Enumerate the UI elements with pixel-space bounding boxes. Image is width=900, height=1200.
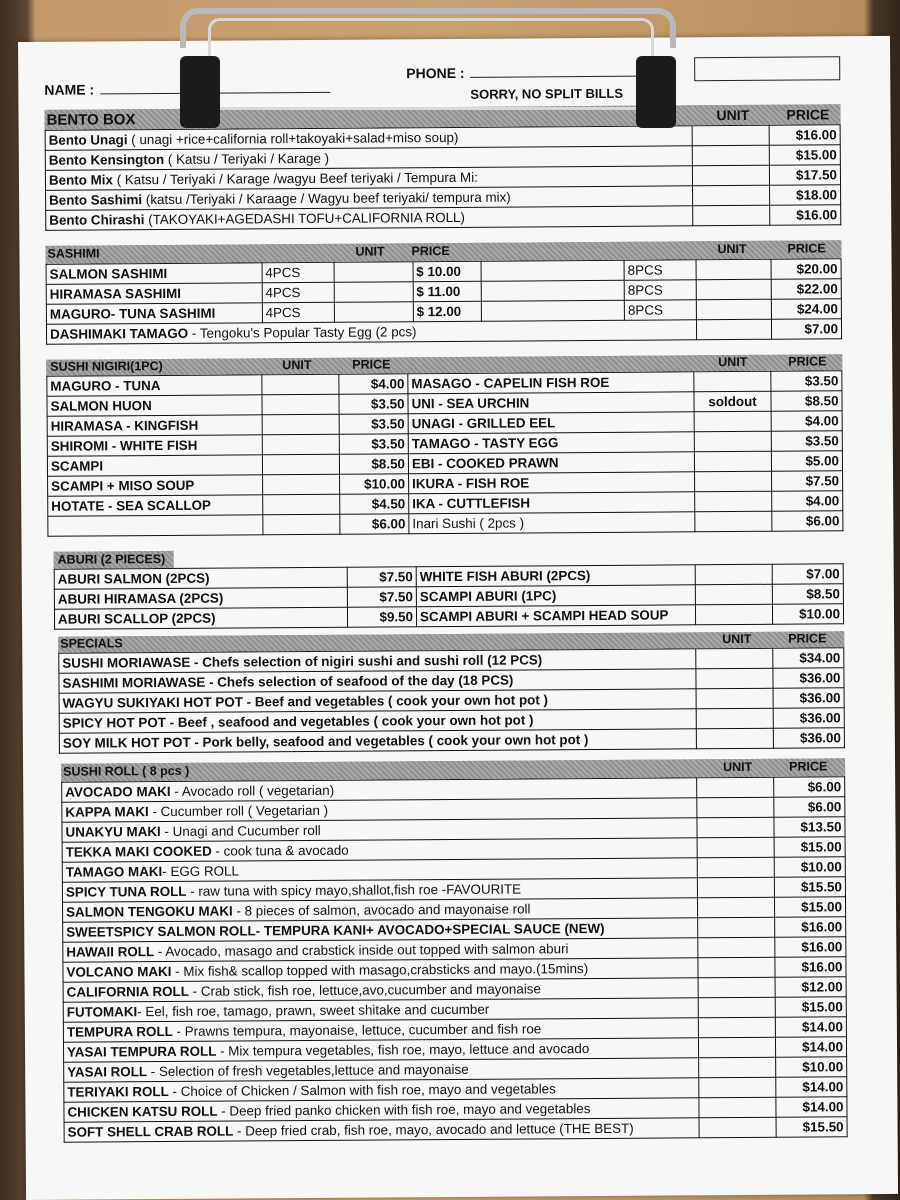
price-cell: $7.50: [772, 471, 843, 491]
item-description: - EGG ROLL: [162, 863, 239, 880]
unit-cell[interactable]: [693, 185, 770, 206]
item-title: FUTOMAKI: [66, 1004, 138, 1020]
order-number-box[interactable]: [694, 56, 840, 81]
item-description: - Choice of Chicken / Salmon with fish roe, mayo and vegetables: [168, 1081, 556, 1099]
price-cell: $3.50: [771, 431, 842, 451]
unit-cell[interactable]: [693, 205, 770, 226]
price-cell: $15.00: [775, 997, 846, 1017]
price-cell: $7.50: [347, 587, 416, 607]
item-name: IKA - CUTTLEFISH: [409, 492, 695, 514]
phone-label: PHONE :: [406, 64, 465, 82]
unit-heading: UNIT: [723, 759, 753, 775]
unit-cell[interactable]: [334, 262, 413, 283]
unit-cell[interactable]: [695, 584, 772, 605]
clipboard-clip: [180, 8, 676, 126]
price-cell: $14.00: [776, 1097, 847, 1117]
qty-cell: 8PCS: [624, 300, 696, 321]
item-title: YASAI TEMPURA ROLL: [67, 1043, 217, 1060]
section-title: SPECIALS: [60, 636, 123, 651]
unit-cell[interactable]: [694, 451, 771, 472]
price-cell: $16.00: [775, 937, 846, 957]
price-cell: $16.00: [775, 957, 846, 977]
price-cell: $14.00: [776, 1077, 847, 1097]
price-cell: $6.00: [340, 514, 409, 534]
aburi-table: [54, 563, 844, 630]
unit-cell[interactable]: [696, 668, 773, 689]
item-name: EBI - COOKED PRAWN: [408, 452, 694, 474]
price-cell: $16.00: [775, 917, 846, 937]
unit-cell[interactable]: [262, 414, 339, 435]
qty-cell: 8PCS: [624, 260, 696, 281]
unit-cell[interactable]: [696, 279, 771, 300]
item-name: SCAMPI ABURI + SCAMPI HEAD SOUP: [416, 605, 695, 627]
item-name: [64, 1118, 699, 1142]
item-name: HIRAMASA - KINGFISH: [47, 415, 262, 437]
menu-row: [54, 604, 843, 630]
spacer-cell: [481, 300, 624, 321]
item-description: - Prawns tempura, mayonaise, lettuce, cucumber and fish roe: [172, 1021, 542, 1039]
price-cell: $3.50: [771, 371, 842, 391]
item-description: - Mix tempura vegetables, fish roe, mayo, lettuce and avocado: [216, 1041, 590, 1059]
unit-cell[interactable]: [699, 1077, 776, 1098]
specials-section: [58, 631, 845, 753]
item-name: ABURI SALMON (2PCS): [54, 567, 347, 589]
price-cell: $3.50: [339, 394, 408, 414]
item-title: Bento Chirashi: [49, 212, 145, 228]
section-title: BENTO BOX: [46, 111, 136, 129]
item-title: SWEETSPICY SALMON ROLL- TEMPURA KANI+ AVOCADO+SPECIAL SAUCE (NEW): [66, 920, 605, 940]
price-cell: $ 11.00: [413, 281, 482, 301]
qty-cell: 4PCS: [262, 262, 334, 283]
item-name: [48, 515, 263, 537]
unit-cell[interactable]: [696, 728, 773, 749]
price-cell: $17.50: [769, 165, 840, 185]
unit-cell[interactable]: [697, 897, 774, 918]
item-description: (TAKOYAKI+AGEDASHI TOFU+CALIFORNIA ROLL): [144, 209, 465, 228]
unit-cell[interactable]: [695, 511, 772, 532]
item-title: Bento Unagi: [48, 132, 128, 148]
item-name: [46, 206, 693, 231]
item-description: ( unagi +rice+california roll+takoyaki+salad+miso soup): [127, 129, 459, 148]
price-cell: $16.00: [769, 125, 840, 145]
unit-cell[interactable]: [696, 708, 773, 729]
unit-cell[interactable]: [262, 434, 339, 455]
unit-cell[interactable]: [698, 957, 775, 978]
unit-heading: UNIT: [282, 357, 312, 373]
item-title: Bento Sashimi: [49, 192, 143, 208]
price-heading: PRICE: [352, 357, 391, 372]
item-name: HIRAMASA SASHIMI: [46, 283, 262, 305]
item-title: TERIYAKI ROLL: [67, 1083, 169, 1100]
unit-cell[interactable]: [694, 411, 771, 432]
item-name: Inari Sushi ( 2pcs ): [409, 512, 695, 534]
price-cell: $22.00: [771, 279, 841, 299]
unit-cell[interactable]: [696, 299, 771, 320]
qty-cell: 4PCS: [262, 302, 334, 323]
item-name: IKURA - FISH ROE: [409, 472, 695, 494]
unit-cell[interactable]: [334, 302, 413, 323]
menu-row: [48, 511, 843, 537]
sashimi-section: [45, 240, 842, 345]
price-cell: $14.00: [775, 1037, 846, 1057]
item-name: SOY MILK HOT POT - Pork belly, seafood and vegetables ( cook your own hot pot ): [59, 729, 696, 753]
price-cell: $4.00: [771, 411, 842, 431]
unit-heading: UNIT: [717, 241, 747, 257]
price-cell: $36.00: [773, 728, 844, 748]
unit-cell[interactable]: [262, 394, 339, 415]
sashimi-table: [46, 258, 843, 345]
item-name: SCAMPI + MISO SOUP: [48, 475, 263, 497]
item-title: KAPPA MAKI: [65, 804, 149, 820]
price-cell: $8.50: [339, 454, 408, 474]
item-name: SUSHI MORIAWASE - Chefs selection of nigiri sushi and sushi roll (12 PCS): [59, 649, 696, 673]
bento-table: [45, 124, 842, 231]
unit-cell[interactable]: [696, 648, 773, 669]
price-cell: $3.50: [339, 414, 408, 434]
unit-cell[interactable]: [692, 165, 769, 186]
price-cell: $4.00: [772, 491, 843, 511]
unit-cell[interactable]: [697, 777, 774, 798]
item-description: - Tengoku's Popular Tasty Egg (2 pcs): [188, 324, 417, 341]
item-title: YASAI ROLL: [67, 1064, 148, 1080]
price-cell: $10.00: [774, 857, 845, 877]
item-title: SPICY TUNA ROLL: [65, 883, 187, 900]
unit-cell[interactable]: [697, 837, 774, 858]
unit-cell[interactable]: [698, 917, 775, 938]
item-name: SPICY HOT POT - Beef , seafood and vegetables ( cook your own hot pot ): [59, 709, 696, 733]
item-description: - Deep fried panko chicken with fish roe, mayo and vegetables: [217, 1101, 591, 1119]
unit-cell[interactable]: [697, 857, 774, 878]
unit-heading: UNIT: [718, 354, 748, 370]
item-title: TAMAGO MAKI: [65, 864, 163, 880]
item-description: - Eel, fish roe, tamago, prawn, sweet shitake and cucumber: [137, 1001, 490, 1020]
price-cell: $15.00: [769, 145, 840, 165]
item-title: UNAKYU MAKI: [65, 824, 161, 840]
price-cell: $7.50: [347, 567, 416, 587]
price-cell: $34.00: [773, 648, 844, 668]
item-name: ABURI SCALLOP (2PCS): [54, 607, 347, 629]
price-cell: $15.50: [776, 1117, 847, 1137]
item-description: - raw tuna with spicy mayo,shallot,fish roe -FAVOURITE: [186, 881, 522, 899]
item-description: ( Katsu / Teriyaki / Karage ): [164, 150, 330, 167]
unit-cell[interactable]: [694, 371, 771, 392]
price-heading: PRICE: [787, 241, 826, 256]
item-name: [46, 320, 696, 345]
item-description: - Mix fish& scallop topped with masago,crabsticks and mayo.(15mins): [171, 961, 589, 979]
item-name: MASAGO - CAPELIN FISH ROE: [408, 372, 694, 394]
unit-cell[interactable]: [692, 125, 769, 146]
item-description: - Selection of fresh vegetables,lettuce and mayonaise: [146, 1061, 469, 1080]
section-title: SUSHI ROLL ( 8 pcs ): [63, 763, 190, 779]
item-title: TEMPURA ROLL: [66, 1023, 173, 1040]
price-cell: $8.50: [771, 391, 842, 411]
unit-cell[interactable]: [698, 937, 775, 958]
price-cell: $ 10.00: [413, 261, 482, 281]
unit-cell[interactable]: [697, 817, 774, 838]
price-cell: $7.00: [772, 564, 843, 584]
spacer-cell: [481, 280, 624, 301]
price-cell: $ 12.00: [413, 301, 482, 321]
unit-heading: UNIT: [722, 631, 752, 647]
unit-cell[interactable]: [262, 374, 339, 395]
price-cell: $16.00: [770, 205, 841, 225]
menu-row: [64, 1117, 847, 1142]
qty-cell: 4PCS: [262, 282, 334, 303]
price-cell: $36.00: [773, 688, 844, 708]
price-cell: $10.00: [776, 1057, 847, 1077]
unit-cell[interactable]: [697, 319, 772, 340]
price-cell: $9.50: [347, 607, 416, 627]
price-heading: PRICE: [788, 354, 827, 369]
unit-cell[interactable]: [698, 1017, 775, 1038]
item-description: - Crab stick, fish roe, lettuce,avo,cucumber and mayonaise: [188, 981, 541, 999]
item-title: Bento Kensington: [48, 151, 165, 168]
price-cell: $36.00: [773, 708, 844, 728]
item-name: MAGURO - TUNA: [47, 375, 262, 397]
spacer-cell: [481, 260, 624, 281]
item-description: - Avocado roll ( vegetarian): [170, 782, 335, 799]
price-cell: $18.00: [770, 185, 841, 205]
item-name: SASHIMI MORIAWASE - Chefs selection of seafood of the day (18 PCS): [59, 669, 696, 693]
price-heading: PRICE: [789, 759, 828, 774]
item-description: - Avocado, masago and crabstick inside out topped with salmon aburi: [154, 941, 569, 960]
qty-cell: 8PCS: [624, 280, 696, 301]
price-cell: $13.50: [774, 817, 845, 837]
item-title: SOFT SHELL CRAB ROLL: [67, 1123, 234, 1140]
item-title: AVOCADO MAKI: [65, 783, 171, 800]
unit-cell[interactable]: [695, 471, 772, 492]
price-cell: $10.00: [772, 604, 843, 624]
price-cell: $36.00: [773, 668, 844, 688]
price-cell: $14.00: [775, 1017, 846, 1037]
price-cell: $15.50: [774, 877, 845, 897]
rolls-table: [61, 776, 848, 1142]
unit-cell[interactable]: [695, 604, 772, 625]
item-title: Bento Mix: [48, 172, 114, 188]
nigiri-section: [46, 354, 843, 537]
price-cell: $4.50: [340, 494, 409, 514]
unit-cell[interactable]: [262, 454, 339, 475]
unit-cell[interactable]: [698, 1037, 775, 1058]
item-name: UNAGI - GRILLED EEL: [408, 412, 694, 434]
item-description: ( Katsu / Teriyaki / Karage /wagyu Beef teriyaki / Tempura Mi:: [112, 169, 478, 188]
unit-cell[interactable]: [697, 877, 774, 898]
price-cell: $6.00: [772, 511, 843, 531]
aburi-section: [54, 546, 845, 630]
item-title: VOLCANO MAKI: [66, 963, 172, 980]
price-cell: $15.00: [774, 837, 845, 857]
item-name: SALMON HUON: [47, 395, 262, 417]
section-title: SASHIMI: [47, 246, 100, 261]
unit-cell[interactable]: [699, 1057, 776, 1078]
unit-cell[interactable]: [695, 564, 772, 585]
price-heading: PRICE: [411, 243, 450, 259]
price-cell: $24.00: [771, 299, 841, 319]
item-name: ABURI HIRAMASA (2PCS): [54, 587, 347, 609]
split-bills-note: SORRY, NO SPLIT BILLS: [470, 85, 624, 102]
item-name: WAGYU SUKIYAKI HOT POT - Beef and vegetables ( cook your own hot pot ): [59, 689, 696, 713]
item-description: - Unagi and Cucumber roll: [160, 822, 321, 840]
price-cell: $6.00: [774, 797, 845, 817]
item-title: TEKKA MAKI COOKED: [65, 843, 212, 860]
section-title: ABURI (2 PIECES): [57, 551, 166, 567]
unit-cell[interactable]: [692, 145, 769, 166]
item-name: SCAMPI ABURI (1PC): [416, 585, 695, 607]
specials-table: [58, 647, 845, 753]
section-title: SUSHI NIGIRI(1PC): [50, 358, 163, 374]
menu-sheet: [18, 36, 898, 1200]
unit-cell[interactable]: [697, 797, 774, 818]
unit-heading: UNIT: [716, 106, 750, 124]
unit-cell[interactable]: [696, 259, 771, 280]
unit-cell[interactable]: [695, 491, 772, 512]
item-name: WHITE FISH ABURI (2PCS): [416, 565, 695, 587]
item-title: SALMON TENGOKU MAKI: [66, 903, 233, 920]
price-cell: $3.50: [339, 434, 408, 454]
price-cell: $4.00: [339, 374, 408, 394]
item-name: SCAMPI: [47, 455, 262, 477]
price-cell: $15.00: [774, 897, 845, 917]
item-description: - 8 pieces of salmon, avocado and mayonaise roll: [232, 901, 531, 919]
price-heading: PRICE: [788, 631, 827, 646]
item-description: (katsu /Teriyaki / Karaage / Wagyu beef teriyaki/ tempura mix): [142, 189, 511, 208]
rolls-section: [61, 758, 848, 1142]
item-name: MAGURO- TUNA SASHIMI: [46, 303, 262, 325]
unit-cell[interactable]: [263, 514, 340, 535]
item-name: HOTATE - SEA SCALLOP: [48, 495, 263, 517]
unit-cell[interactable]: soldout: [694, 391, 771, 412]
price-cell: $5.00: [771, 451, 842, 471]
price-cell: $8.50: [772, 584, 843, 604]
price-cell: $6.00: [774, 777, 845, 797]
price-cell: $7.00: [771, 319, 841, 339]
item-name: UNI - SEA URCHIN: [408, 392, 694, 414]
unit-cell[interactable]: [334, 282, 413, 303]
name-label: NAME :: [44, 81, 95, 98]
unit-cell[interactable]: [699, 1097, 776, 1118]
menu-row: [59, 728, 844, 753]
item-name: TAMAGO - TASTY EGG: [408, 432, 694, 454]
price-cell: $12.00: [775, 977, 846, 997]
menu-row: [46, 205, 841, 231]
unit-heading: UNIT: [355, 244, 385, 259]
nigiri-table: [46, 370, 843, 537]
item-description: - cook tuna & avocado: [211, 842, 349, 859]
item-name: SALMON SASHIMI: [46, 263, 262, 285]
unit-cell[interactable]: [696, 688, 773, 709]
unit-cell[interactable]: [263, 494, 340, 515]
price-heading: PRICE: [786, 106, 830, 123]
item-name: SHIROMI - WHITE FISH: [47, 435, 262, 457]
unit-cell[interactable]: [694, 431, 771, 452]
item-description: - Deep fried crab, fish roe, mayo, avocado and lettuce (THE BEST): [233, 1120, 634, 1139]
item-title: CHICKEN KATSU ROLL: [67, 1103, 218, 1120]
unit-cell[interactable]: [263, 474, 340, 495]
price-cell: $20.00: [771, 259, 841, 279]
item-title: CALIFORNIA ROLL: [66, 983, 189, 1000]
item-description: - Cucumber roll ( Vegetarian ): [148, 802, 329, 820]
unit-cell[interactable]: [698, 977, 775, 998]
item-title: DASHIMAKI TAMAGO: [49, 325, 189, 342]
unit-cell[interactable]: [698, 997, 775, 1018]
price-cell: $10.00: [340, 474, 409, 494]
aburi-header: [54, 551, 174, 569]
item-title: HAWAII ROLL: [66, 944, 155, 960]
unit-cell[interactable]: [699, 1117, 776, 1138]
menu-row: [46, 319, 841, 345]
